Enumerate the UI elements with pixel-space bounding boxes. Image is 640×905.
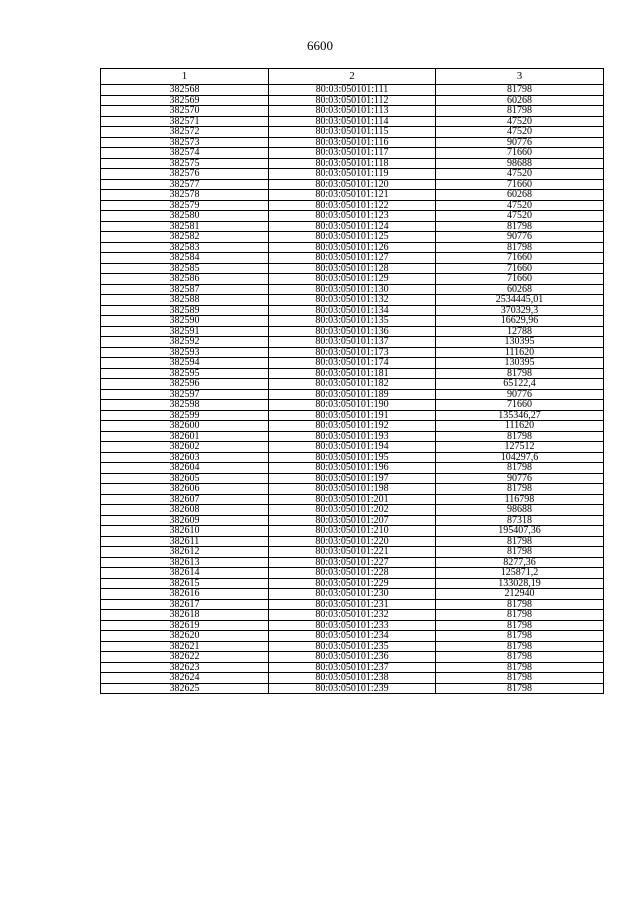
cadastral-number-cell: 80:03:050101:229 xyxy=(269,578,436,589)
cadastral-number-cell: 80:03:050101:135 xyxy=(269,316,436,327)
row-number-cell: 382618 xyxy=(101,610,269,621)
table-row xyxy=(101,683,604,694)
row-number-cell: 382591 xyxy=(101,326,269,337)
value-cell: 71660 xyxy=(436,179,604,190)
row-number-cell: 382594 xyxy=(101,358,269,369)
value-cell: 65122,4 xyxy=(436,379,604,390)
row-number-cell: 382624 xyxy=(101,673,269,684)
value-cell: 81798 xyxy=(436,106,604,117)
value-cell: 16629,96 xyxy=(436,316,604,327)
cadastral-number-cell: 80:03:050101:130 xyxy=(269,284,436,295)
table-row xyxy=(101,526,604,537)
row-number-cell: 382580 xyxy=(101,211,269,222)
table-row xyxy=(101,253,604,264)
cadastral-number-cell: 80:03:050101:221 xyxy=(269,547,436,558)
row-number-cell: 382598 xyxy=(101,400,269,411)
row-number-cell: 382582 xyxy=(101,232,269,243)
value-cell: 71660 xyxy=(436,274,604,285)
cadastral-number-cell: 80:03:050101:125 xyxy=(269,232,436,243)
cadastral-number-cell: 80:03:050101:238 xyxy=(269,673,436,684)
table-row xyxy=(101,389,604,400)
value-cell: 81798 xyxy=(436,673,604,684)
table-row xyxy=(101,599,604,610)
table-row xyxy=(101,316,604,327)
value-cell: 90776 xyxy=(436,473,604,484)
table-row xyxy=(101,190,604,201)
table-row xyxy=(101,106,604,117)
table-row xyxy=(101,662,604,673)
table-row xyxy=(101,85,604,96)
row-number-cell: 382575 xyxy=(101,158,269,169)
table-row xyxy=(101,631,604,642)
value-cell: 81798 xyxy=(436,610,604,621)
cadastral-number-cell: 80:03:050101:174 xyxy=(269,358,436,369)
row-number-cell: 382570 xyxy=(101,106,269,117)
table-row xyxy=(101,116,604,127)
cadastral-number-cell: 80:03:050101:111 xyxy=(269,85,436,96)
table-row xyxy=(101,505,604,516)
value-cell: 71660 xyxy=(436,263,604,274)
cadastral-number-cell: 80:03:050101:236 xyxy=(269,652,436,663)
cadastral-number-cell: 80:03:050101:189 xyxy=(269,389,436,400)
value-cell: 47520 xyxy=(436,211,604,222)
table-row xyxy=(101,400,604,411)
table-row xyxy=(101,284,604,295)
value-cell: 81798 xyxy=(436,547,604,558)
data-table xyxy=(100,68,604,694)
row-number-cell: 382608 xyxy=(101,505,269,516)
table-row xyxy=(101,148,604,159)
value-cell: 111620 xyxy=(436,421,604,432)
cadastral-number-cell: 80:03:050101:117 xyxy=(269,148,436,159)
value-cell: 47520 xyxy=(436,116,604,127)
cadastral-number-cell: 80:03:050101:116 xyxy=(269,137,436,148)
cadastral-number-cell: 80:03:050101:181 xyxy=(269,368,436,379)
value-cell: 125871,2 xyxy=(436,568,604,579)
value-cell: 71660 xyxy=(436,400,604,411)
table-header-row xyxy=(101,69,604,85)
row-number-cell: 382617 xyxy=(101,599,269,610)
value-cell: 47520 xyxy=(436,127,604,138)
table-row xyxy=(101,274,604,285)
table-row xyxy=(101,463,604,474)
cadastral-number-cell: 80:03:050101:237 xyxy=(269,662,436,673)
table-row xyxy=(101,536,604,547)
row-number-cell: 382625 xyxy=(101,683,269,694)
cadastral-number-cell: 80:03:050101:173 xyxy=(269,347,436,358)
table-row xyxy=(101,368,604,379)
cadastral-number-cell: 80:03:050101:134 xyxy=(269,305,436,316)
cadastral-number-cell: 80:03:050101:230 xyxy=(269,589,436,600)
row-number-cell: 382607 xyxy=(101,494,269,505)
row-number-cell: 382583 xyxy=(101,242,269,253)
table-row xyxy=(101,95,604,106)
cadastral-number-cell: 80:03:050101:234 xyxy=(269,631,436,642)
row-number-cell: 382599 xyxy=(101,410,269,421)
table-row xyxy=(101,442,604,453)
row-number-cell: 382600 xyxy=(101,421,269,432)
row-number-cell: 382605 xyxy=(101,473,269,484)
value-cell: 81798 xyxy=(436,652,604,663)
value-cell: 135346,27 xyxy=(436,410,604,421)
table-row xyxy=(101,305,604,316)
cadastral-number-cell: 80:03:050101:114 xyxy=(269,116,436,127)
value-cell: 370329,3 xyxy=(436,305,604,316)
row-number-cell: 382619 xyxy=(101,620,269,631)
table-row xyxy=(101,221,604,232)
value-cell: 90776 xyxy=(436,232,604,243)
cadastral-number-cell: 80:03:050101:128 xyxy=(269,263,436,274)
table-row xyxy=(101,169,604,180)
value-cell: 81798 xyxy=(436,662,604,673)
value-cell: 212940 xyxy=(436,589,604,600)
cadastral-number-cell: 80:03:050101:112 xyxy=(269,95,436,106)
cadastral-number-cell: 80:03:050101:191 xyxy=(269,410,436,421)
row-number-cell: 382602 xyxy=(101,442,269,453)
column-header-1: 1 xyxy=(101,69,269,85)
value-cell: 104297,6 xyxy=(436,452,604,463)
row-number-cell: 382589 xyxy=(101,305,269,316)
cadastral-number-cell: 80:03:050101:235 xyxy=(269,641,436,652)
cadastral-number-cell: 80:03:050101:136 xyxy=(269,326,436,337)
table-row xyxy=(101,494,604,505)
table-row xyxy=(101,337,604,348)
row-number-cell: 382610 xyxy=(101,526,269,537)
row-number-cell: 382592 xyxy=(101,337,269,348)
value-cell: 60268 xyxy=(436,284,604,295)
row-number-cell: 382578 xyxy=(101,190,269,201)
table-row xyxy=(101,137,604,148)
row-number-cell: 382573 xyxy=(101,137,269,148)
value-cell: 81798 xyxy=(436,242,604,253)
table-row xyxy=(101,295,604,306)
page-number: 6600 xyxy=(307,38,333,53)
row-number-cell: 382590 xyxy=(101,316,269,327)
value-cell: 130395 xyxy=(436,358,604,369)
table-row xyxy=(101,179,604,190)
value-cell: 8277,36 xyxy=(436,557,604,568)
table-row xyxy=(101,473,604,484)
value-cell: 81798 xyxy=(436,484,604,495)
cadastral-number-cell: 80:03:050101:118 xyxy=(269,158,436,169)
table-row xyxy=(101,410,604,421)
cadastral-number-cell: 80:03:050101:192 xyxy=(269,421,436,432)
cadastral-number-cell: 80:03:050101:123 xyxy=(269,211,436,222)
cadastral-number-cell: 80:03:050101:198 xyxy=(269,484,436,495)
table-row xyxy=(101,589,604,600)
cadastral-number-cell: 80:03:050101:232 xyxy=(269,610,436,621)
row-number-cell: 382588 xyxy=(101,295,269,306)
table-row xyxy=(101,610,604,621)
row-number-cell: 382569 xyxy=(101,95,269,106)
table-body xyxy=(101,85,604,694)
value-cell: 81798 xyxy=(436,221,604,232)
value-cell: 127512 xyxy=(436,442,604,453)
row-number-cell: 382568 xyxy=(101,85,269,96)
value-cell: 98688 xyxy=(436,505,604,516)
row-number-cell: 382585 xyxy=(101,263,269,274)
row-number-cell: 382609 xyxy=(101,515,269,526)
cadastral-number-cell: 80:03:050101:210 xyxy=(269,526,436,537)
value-cell: 81798 xyxy=(436,683,604,694)
row-number-cell: 382622 xyxy=(101,652,269,663)
value-cell: 133028,19 xyxy=(436,578,604,589)
cadastral-number-cell: 80:03:050101:137 xyxy=(269,337,436,348)
value-cell: 116798 xyxy=(436,494,604,505)
table-row xyxy=(101,515,604,526)
value-cell: 60268 xyxy=(436,190,604,201)
value-cell: 81798 xyxy=(436,620,604,631)
cadastral-number-cell: 80:03:050101:231 xyxy=(269,599,436,610)
value-cell: 47520 xyxy=(436,169,604,180)
table-row xyxy=(101,127,604,138)
table-row xyxy=(101,641,604,652)
cadastral-number-cell: 80:03:050101:122 xyxy=(269,200,436,211)
table-row xyxy=(101,232,604,243)
table-row xyxy=(101,158,604,169)
table-row xyxy=(101,568,604,579)
value-cell: 81798 xyxy=(436,536,604,547)
row-number-cell: 382595 xyxy=(101,368,269,379)
table-row xyxy=(101,652,604,663)
cadastral-number-cell: 80:03:050101:227 xyxy=(269,557,436,568)
value-cell: 90776 xyxy=(436,389,604,400)
value-cell: 81798 xyxy=(436,431,604,442)
table-row xyxy=(101,421,604,432)
row-number-cell: 382584 xyxy=(101,253,269,264)
row-number-cell: 382579 xyxy=(101,200,269,211)
cadastral-number-cell: 80:03:050101:121 xyxy=(269,190,436,201)
row-number-cell: 382604 xyxy=(101,463,269,474)
value-cell: 71660 xyxy=(436,253,604,264)
cadastral-number-cell: 80:03:050101:233 xyxy=(269,620,436,631)
row-number-cell: 382581 xyxy=(101,221,269,232)
value-cell: 111620 xyxy=(436,347,604,358)
cadastral-number-cell: 80:03:050101:196 xyxy=(269,463,436,474)
cadastral-number-cell: 80:03:050101:190 xyxy=(269,400,436,411)
cadastral-number-cell: 80:03:050101:115 xyxy=(269,127,436,138)
row-number-cell: 382572 xyxy=(101,127,269,138)
row-number-cell: 382587 xyxy=(101,284,269,295)
cadastral-number-cell: 80:03:050101:124 xyxy=(269,221,436,232)
cadastral-number-cell: 80:03:050101:228 xyxy=(269,568,436,579)
cadastral-number-cell: 80:03:050101:182 xyxy=(269,379,436,390)
cadastral-number-cell: 80:03:050101:127 xyxy=(269,253,436,264)
cadastral-number-cell: 80:03:050101:195 xyxy=(269,452,436,463)
row-number-cell: 382601 xyxy=(101,431,269,442)
cadastral-number-cell: 80:03:050101:194 xyxy=(269,442,436,453)
value-cell: 130395 xyxy=(436,337,604,348)
cadastral-number-cell: 80:03:050101:197 xyxy=(269,473,436,484)
value-cell: 81798 xyxy=(436,85,604,96)
row-number-cell: 382611 xyxy=(101,536,269,547)
cadastral-number-cell: 80:03:050101:193 xyxy=(269,431,436,442)
table-row xyxy=(101,242,604,253)
table-row xyxy=(101,484,604,495)
row-number-cell: 382623 xyxy=(101,662,269,673)
table-row xyxy=(101,557,604,568)
row-number-cell: 382603 xyxy=(101,452,269,463)
cadastral-number-cell: 80:03:050101:120 xyxy=(269,179,436,190)
row-number-cell: 382596 xyxy=(101,379,269,390)
table-row xyxy=(101,673,604,684)
value-cell: 71660 xyxy=(436,148,604,159)
value-cell: 81798 xyxy=(436,368,604,379)
value-cell: 98688 xyxy=(436,158,604,169)
row-number-cell: 382576 xyxy=(101,169,269,180)
row-number-cell: 382621 xyxy=(101,641,269,652)
row-number-cell: 382597 xyxy=(101,389,269,400)
table-row xyxy=(101,358,604,369)
table-row xyxy=(101,200,604,211)
row-number-cell: 382612 xyxy=(101,547,269,558)
table-row xyxy=(101,379,604,390)
value-cell: 195407,36 xyxy=(436,526,604,537)
row-number-cell: 382620 xyxy=(101,631,269,642)
cadastral-number-cell: 80:03:050101:201 xyxy=(269,494,436,505)
value-cell: 47520 xyxy=(436,200,604,211)
value-cell: 2534445,01 xyxy=(436,295,604,306)
table-row xyxy=(101,347,604,358)
value-cell: 60268 xyxy=(436,95,604,106)
cadastral-number-cell: 80:03:050101:220 xyxy=(269,536,436,547)
table-row xyxy=(101,326,604,337)
value-cell: 81798 xyxy=(436,631,604,642)
row-number-cell: 382613 xyxy=(101,557,269,568)
cadastral-number-cell: 80:03:050101:119 xyxy=(269,169,436,180)
value-cell: 90776 xyxy=(436,137,604,148)
value-cell: 12788 xyxy=(436,326,604,337)
cadastral-number-cell: 80:03:050101:129 xyxy=(269,274,436,285)
row-number-cell: 382574 xyxy=(101,148,269,159)
row-number-cell: 382606 xyxy=(101,484,269,495)
row-number-cell: 382614 xyxy=(101,568,269,579)
cadastral-number-cell: 80:03:050101:202 xyxy=(269,505,436,516)
table-row xyxy=(101,431,604,442)
row-number-cell: 382586 xyxy=(101,274,269,285)
row-number-cell: 382615 xyxy=(101,578,269,589)
cadastral-number-cell: 80:03:050101:132 xyxy=(269,295,436,306)
value-cell: 87318 xyxy=(436,515,604,526)
row-number-cell: 382571 xyxy=(101,116,269,127)
cadastral-number-cell: 80:03:050101:126 xyxy=(269,242,436,253)
table-row xyxy=(101,263,604,274)
cadastral-number-cell: 80:03:050101:207 xyxy=(269,515,436,526)
value-cell: 81798 xyxy=(436,463,604,474)
table-row xyxy=(101,547,604,558)
table-row xyxy=(101,452,604,463)
table-row xyxy=(101,620,604,631)
column-header-2: 2 xyxy=(269,69,436,85)
value-cell: 81798 xyxy=(436,641,604,652)
cadastral-number-cell: 80:03:050101:113 xyxy=(269,106,436,117)
column-header-3: 3 xyxy=(436,69,604,85)
value-cell: 81798 xyxy=(436,599,604,610)
table-row xyxy=(101,578,604,589)
row-number-cell: 382577 xyxy=(101,179,269,190)
table-row xyxy=(101,211,604,222)
row-number-cell: 382593 xyxy=(101,347,269,358)
row-number-cell: 382616 xyxy=(101,589,269,600)
cadastral-number-cell: 80:03:050101:239 xyxy=(269,683,436,694)
